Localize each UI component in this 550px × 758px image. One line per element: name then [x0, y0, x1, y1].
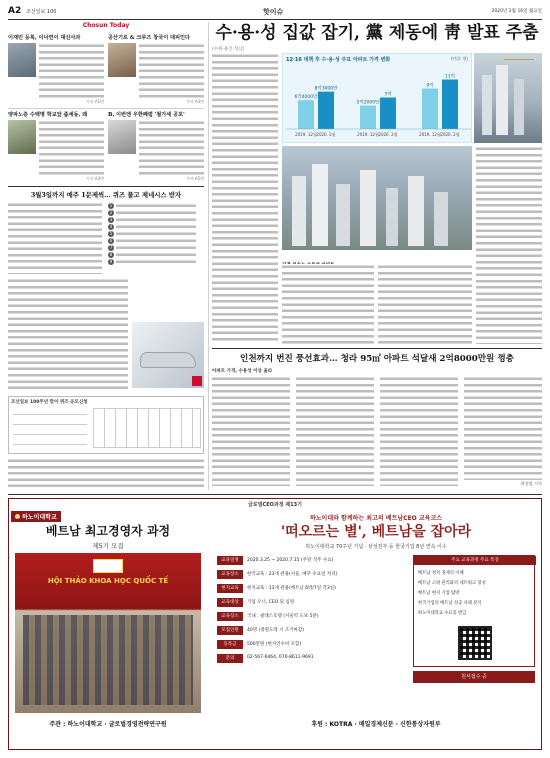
article-col-3 [378, 264, 472, 344]
second-col-2 [296, 376, 374, 486]
main-article [212, 22, 542, 490]
ad-curriculum-box [413, 555, 535, 667]
card-byline: 기사 A5면 [185, 176, 204, 181]
article-col-1 [212, 53, 278, 343]
ad-apply-button[interactable]: 원서접수 중 [413, 671, 535, 683]
ad-group-photo [23, 615, 193, 705]
today-card-headline: 이재민 등록, 이낙연이 대신사과 [8, 35, 81, 41]
answer-name-field[interactable] [13, 408, 87, 415]
bar-1 [318, 92, 334, 129]
column-divider [208, 22, 209, 490]
today-card-headline: 양파노층 수백명 학교앞 줍세동, 왜 [8, 112, 88, 118]
ad-row [217, 639, 407, 651]
ad-curriculum-item: 베트남 고위 관리와의 네트워크 형성 [418, 581, 486, 586]
answer-address-field[interactable] [13, 428, 87, 435]
quiz-title: 3월3일까지 매주 1문제씩… 퀴즈 풀고 제네시스 받자 [30, 191, 182, 199]
answer-form-title: 조선일보 100주년 맞이 퀴즈 응모신청 [11, 400, 88, 405]
ad-row-label: 문의 [217, 654, 243, 663]
ad-banner-photo [15, 553, 201, 713]
sidebar-divider [8, 108, 204, 109]
ad-row [217, 583, 407, 595]
ad-logo-icon [15, 514, 20, 519]
bar-category-label: 2020. 2월 [316, 132, 336, 137]
graph-svg [285, 63, 471, 143]
today-card-3[interactable] [8, 111, 104, 183]
second-col-3 [380, 376, 458, 486]
card-photo [108, 120, 136, 154]
apartment-photo [282, 146, 472, 250]
ad-row-label: 교육장소 [217, 570, 243, 579]
answer-phone-field[interactable] [13, 418, 87, 425]
price-graph [282, 53, 472, 143]
quiz-photo [132, 322, 204, 388]
ad-curriculum-title: 주요 교육과정 주요 특징 [414, 556, 536, 565]
bar-value-label: 9억 [426, 83, 434, 89]
ad-row-value: 500만원 (현지연수비 포함) [247, 642, 302, 647]
paper-name: 조선일보 100 [26, 9, 57, 15]
ad-subtitle: 하노이대학교 70주년 기념 · 삼성전자 등 한국기업 8년 연속 이수 [305, 544, 447, 550]
today-card-1[interactable] [8, 34, 104, 106]
quiz-intro-text [8, 202, 102, 274]
advertisement[interactable] [8, 498, 542, 750]
card-byline: 기사 A1면 [85, 99, 104, 104]
graph-title: 12·16 대책 후 수·용·성 주요 아파트 가격 변화 [286, 57, 391, 63]
bar-4 [422, 89, 438, 130]
ad-right-panel [211, 509, 541, 750]
second-kicker: 아파트 가격, 수용성 이상 올라 [212, 369, 273, 374]
main-kicker: (수원·용인·성남) [212, 47, 245, 52]
ad-banner-logo [93, 559, 123, 573]
ad-row-value: 한국교육 : 23개 관용(서울, 매주 수요일 저녁) [247, 572, 338, 577]
card-text [39, 43, 104, 99]
ad-row-label: 현지교육 [217, 584, 243, 593]
ad-divider [8, 494, 542, 495]
bar-category-label: 2020. 2월 [378, 132, 398, 137]
bar-2 [360, 106, 376, 129]
bar-category-label: 2019. 12월 [419, 132, 441, 137]
card-photo [8, 120, 36, 154]
crane-shape [504, 59, 534, 60]
article-byline: 곽창렬 기자 [520, 481, 542, 486]
quiz-badge [192, 376, 202, 386]
second-col-4 [464, 376, 542, 480]
ad-row-value: 40명 (정원도래 시 조기마감) [247, 628, 304, 633]
ad-sponsor-right: 후원 : KOTRA · 매일경제신문 · 신한통상자원부 [311, 721, 441, 728]
card-photo [8, 43, 36, 77]
article-divider [212, 348, 542, 349]
ad-curriculum-item: 하노이대학교 수료증 발급 [418, 611, 467, 616]
bar-value-label: 7억 [384, 92, 392, 98]
bar-value-label: 5억2000만 [356, 100, 380, 106]
ad-row-label: 교육장소 [217, 612, 243, 621]
bar-category-label: 2019. 12월 [295, 132, 317, 137]
ad-row [217, 555, 407, 567]
ad-banner-text: HỘI THẢO KHOA HỌC QUỐC TẾ [47, 577, 169, 585]
ad-curriculum-item: 베트남 현지 기업 탐방 [418, 591, 460, 596]
photo-caption [282, 251, 472, 263]
ad-row [217, 611, 407, 623]
page-number: A2 [8, 6, 22, 16]
ad-row-value: 2020.3.25 ~ 2020.7.15 (주말 격주 수요) [247, 558, 334, 563]
ad-row [217, 625, 407, 637]
issue-date: 2020년 2월 16일 월요일 [491, 9, 542, 14]
bar-value-label: 6억4000만 [294, 95, 318, 101]
graph-unit: (단위: 원) [450, 56, 468, 61]
ad-row-value: 02-567-6464, 070-8611-9691 [247, 655, 314, 660]
card-photo [108, 43, 136, 77]
ad-row [217, 653, 407, 665]
ad-curriculum-item: 한국기업의 베트남 성공 사례 분석 [418, 601, 482, 606]
ad-row-label: 등록금 [217, 640, 243, 649]
bar-3 [380, 98, 396, 130]
bar-category-label: 2020. 2월 [440, 132, 460, 137]
sidebar-title: Chosun Today [82, 22, 130, 29]
today-card-headline: B. 이번엔 우한폐렴 '철가세 공포' [108, 112, 185, 118]
bar-0 [298, 100, 314, 129]
masthead-rule [8, 19, 542, 20]
article-col-4 [476, 146, 542, 344]
main-headline: 수·용·성 집값 잡기, 黨 제동에 靑 발표 주춤 [215, 23, 539, 43]
card-text [139, 43, 204, 99]
quiz-rules-text [8, 278, 128, 390]
bar-category-label: 2019. 12월 [357, 132, 379, 137]
ad-top-label: 글로벌CEO과정 제13기 [248, 502, 302, 508]
second-headline: 인천까지 번진 풍선효과… 청라 95㎡ 아파트 석달새 2억8000만원 껑충 [240, 354, 514, 364]
ad-row-value: 현지교육 : 13개 관용(베트남 6박/7일 각3일) [247, 586, 336, 591]
answer-email-field[interactable] [13, 438, 87, 445]
quiz-options: 1 2 3 4 5 6 7 8 9 [108, 202, 204, 272]
ad-qr-code[interactable] [458, 626, 492, 660]
ad-row [217, 597, 407, 609]
section-title: 핫이슈 [263, 8, 284, 16]
sidebar [8, 22, 204, 490]
ad-row-label: 교육대상 [217, 598, 243, 607]
today-card-headline: 공산기로 & 크루즈 창국이 대피인다 [108, 35, 191, 41]
ad-row-value: 국내 : 팔래스호텔 (서울역 도보 5분) [247, 614, 319, 619]
bar-5 [442, 80, 458, 130]
ad-title: 베트남 최고경영자 과정 [45, 524, 171, 538]
ad-left-panel [9, 509, 207, 750]
ad-row-label: 교육일정 [217, 556, 243, 565]
ad-row-value: 기업 오너, CEO 및 임원 [247, 600, 295, 605]
ad-slogan: '떠오르는 별', 베트남을 잡아라 [280, 524, 472, 540]
construction-photo [474, 53, 542, 143]
ad-sponsor-left: 주관 : 하노이대학교 · 글로벌경영전략연구원 [49, 721, 167, 728]
ad-slogan-top: 하노이대와 함께하는 최고의 베트남CEO 교육코스 [309, 515, 443, 522]
masthead [8, 6, 542, 18]
card-byline: 기사 A3면 [85, 176, 104, 181]
answer-choice-grid[interactable] [93, 408, 201, 448]
ad-row [217, 569, 407, 581]
ad-term: 제5기 모집 [92, 542, 124, 550]
bar-value-label: 8억3000만 [314, 86, 338, 92]
answer-notes-text [8, 458, 204, 488]
card-text [139, 120, 204, 176]
ad-curriculum-item: 베트남 정치 경제의 이해 [418, 571, 464, 576]
answer-form [8, 396, 204, 454]
ad-row-label: 모집인원 [217, 626, 243, 635]
card-text [39, 120, 104, 176]
today-card-4[interactable] [108, 111, 204, 183]
today-card-2[interactable] [108, 34, 204, 106]
card-byline: 기사 A3면 [185, 99, 204, 104]
sidebar-divider [8, 186, 204, 187]
car-shape [140, 352, 196, 368]
bar-value-label: 11억 [444, 74, 456, 80]
ad-school-name: 하노이대학교 [11, 511, 61, 522]
article-col-2 [282, 264, 374, 344]
second-col-1 [212, 376, 290, 486]
